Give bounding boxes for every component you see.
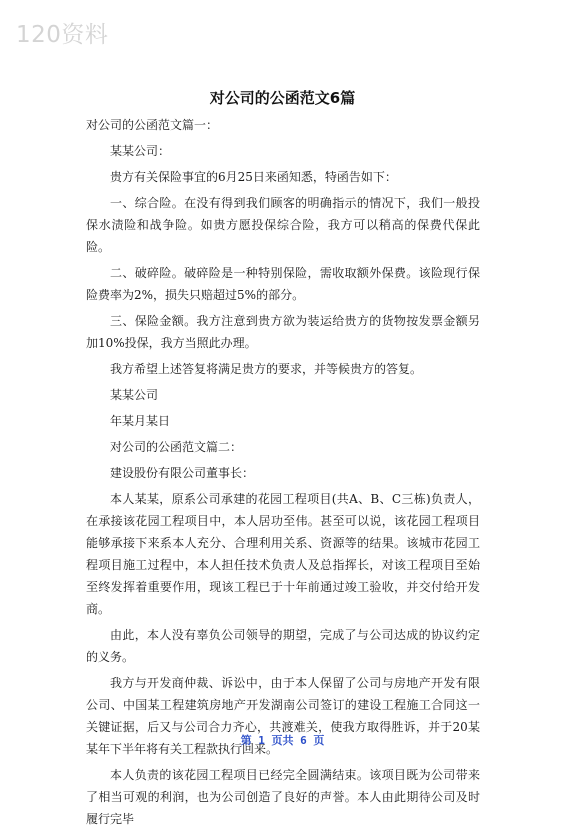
document-title: 对公司的公函范文6篇: [209, 89, 356, 107]
paragraph: 贵方有关保险事宜的6月25日来函知悉，特函告如下：: [110, 170, 397, 184]
watermark-logo: 120资料: [16, 22, 109, 48]
paragraph: 建设股份有限公司董事长：: [110, 466, 255, 480]
page-indicator: 第 1 页共 6 页: [240, 734, 325, 747]
paragraph: 本人负责的该花园工程项目已经完全圆满结束。该项目既为公司带来了相当可观的利润，也为公司创造了良好的声誉。本人由此期待公司及时履行完毕: [86, 768, 480, 826]
paragraph: 对公司的公函范文篇一：: [86, 118, 219, 132]
paragraph: 一、综合险。在没有得到我们顾客的明确指示的情况下，我们一般投保水渍险和战争险。如贵方愿投保综合险，我方可以稍高的保费代保此险。: [86, 196, 480, 254]
paragraph: 本人某某，原系公司承建的花园工程项目(共A、B、C三栋)负责人，在承接该花园工程项目中，本人居功至伟。甚至可以说，该花园工程项目能够承接下来系本人充分、合理利用关系、资源等的结果。该城市花园工程项目施工过程中，本人担任技术负责人及总指挥长，对该工程项目至始至终发挥着重要作用，现该工程已于十年前通过竣工验收，并交付给开发商。: [86, 492, 480, 616]
paragraph: 由此，本人没有辜负公司领导的期望，完成了与公司达成的协议约定的义务。: [86, 628, 480, 664]
document-body: [86, 114, 480, 834]
paragraph: 二、破碎险。破碎险是一种特别保险，需收取额外保费。该险现行保险费率为2%，损失只赔超过5%的部分。: [86, 266, 480, 302]
paragraph: 我方与开发商仲裁、诉讼中，由于本人保留了公司与房地产开发有限公司、中国某工程建筑房地产开发湖南公司签订的建设工程施工合同这一关键证据，后又与公司合力齐心，共渡难关，使我方取得胜诉，并于20某某年下半年将有关工程款执行回来。: [86, 676, 480, 756]
paragraph: 三、保险金额。我方注意到贵方欲为装运给贵方的货物按发票金额另加10%投保，我方当照此办理。: [86, 314, 480, 350]
paragraph: 某某公司: [110, 388, 159, 402]
paragraph: 对公司的公函范文篇二：: [110, 440, 243, 454]
paragraph: 年某月某日: [110, 414, 171, 428]
paragraph: 某某公司：: [110, 144, 171, 158]
paragraph: 我方希望上述答复将满足贵方的要求，并等候贵方的答复。: [110, 362, 423, 376]
